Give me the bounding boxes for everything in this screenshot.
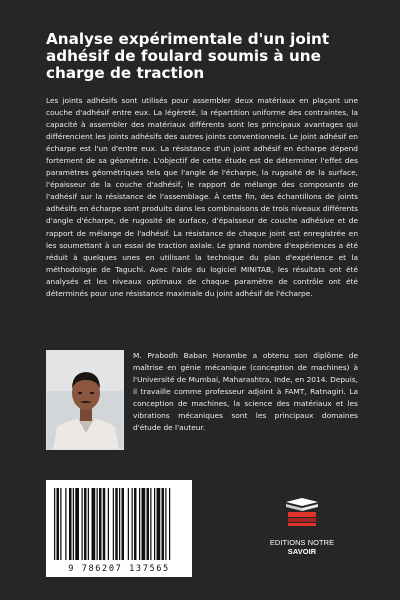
barcode-bar: [139, 488, 140, 560]
book-title: Analyse expérimentale d'un joint adhésif de foulard soumis à une charge de traction: [46, 30, 330, 82]
isbn-barcode: [46, 480, 192, 577]
author-photo: [46, 350, 124, 450]
publisher-name: [257, 538, 347, 556]
publisher-logo: [257, 498, 347, 556]
barcode-bar: [75, 488, 79, 560]
barcode-bars: [46, 480, 192, 562]
barcode-bar: [54, 488, 55, 560]
barcode-bar: [147, 488, 150, 560]
barcode-bar: [142, 488, 146, 560]
barcode-bar: [113, 488, 114, 560]
barcode-bar: [150, 488, 151, 560]
barcode-bar: [108, 488, 109, 560]
barcode-bar: [122, 488, 125, 560]
barcode-bar: [134, 488, 137, 560]
barcode-bar: [165, 488, 166, 560]
barcode-bar: [84, 488, 87, 560]
barcode-bar: [73, 488, 74, 560]
abstract-text: Les joints adhésifs sont utilisés pour assembler deux matériaux en plaçant une couche d'adhésif entre eux. La légèreté, la répartition uniforme des contraintes, la capacité à assembler des matériaux différents sont les principaux avantages qui différencient les joints adhésifs des autres joints conventionnels. Le joint adhésif en écharpe est l'un d'entre eux. La résistance d'un joint adhésif en écharpe dépend fortement de sa géométrie. L'objectif de cette étude est de déterminer l'effet des paramètres géométriques tels que l'angle de l'écharpe, la rugosité de la surface, l'épaisseur de la couche d'adhésif, le rapport de mélange des composants de l'adhésif sur la résistance de l'assemblage. À cette fin, des échantillons de joints adhésifs en écharpe sont produits dans les combinaisons de trois niveaux différents d'angle d'écharpe, de rugosité de surface, d'épaisseur de couche adhésive et de rapport de mélange de l'adhésif. La résistance de chaque joint est enregistrée en les soumettant à un essai de traction axiale. Le grand nombre d'expériences a été réduit à quelques unes en utilisant la technique du plan d'expérience et la méthodologie de Taguchi. Avec l'aide du logiciel MINITAB, les résultats ont été analysés et les niveaux optimaux de chaque paramètre de contrôle ont été déterminés pour une résistance maximale du joint adhésif de l'écharpe.: [46, 96, 358, 298]
barcode-bar: [128, 488, 129, 560]
barcode-bar: [115, 488, 118, 560]
publisher-name-part1: EDITIONS NOTRE: [269, 538, 335, 547]
barcode-bar: [82, 488, 83, 560]
back-cover-abstract: [46, 95, 358, 300]
author-biography: M. Prabodh Baban Horambe a obtenu son diplôme de maîtrise en génie mécanique (conception de machines) à l'Université de Mumbai, Maharashtra, Inde, en 2014. Depuis, il travaille comme professeur adjoint à FAMT, Ratnagiri. La conception de machines, la science des matériaux et les vibrations mécaniques sont les principaux domaines d'étude de l'auteur.: [133, 351, 358, 433]
barcode-bar: [132, 488, 133, 560]
barcode-bar: [57, 488, 60, 560]
barcode-bar: [154, 488, 155, 560]
barcode-bar: [157, 488, 161, 560]
barcode-bar: [65, 488, 66, 560]
publisher-name-part2: SAVOIR: [287, 547, 317, 556]
barcode-bar: [97, 488, 98, 560]
barcode-bar: [60, 488, 61, 560]
barcode-bar: [103, 488, 106, 560]
barcode-bar: [69, 488, 72, 560]
barcode-bar: [99, 488, 102, 560]
barcode-bar: [169, 488, 170, 560]
isbn-number: 9 786207 137565: [68, 564, 170, 574]
barcode-bar: [92, 488, 96, 560]
barcode-bar: [162, 488, 165, 560]
books-stack-icon: [282, 498, 322, 528]
author-portrait-image: [47, 351, 124, 450]
barcode-bar: [119, 488, 120, 560]
barcode-bar: [88, 488, 89, 560]
